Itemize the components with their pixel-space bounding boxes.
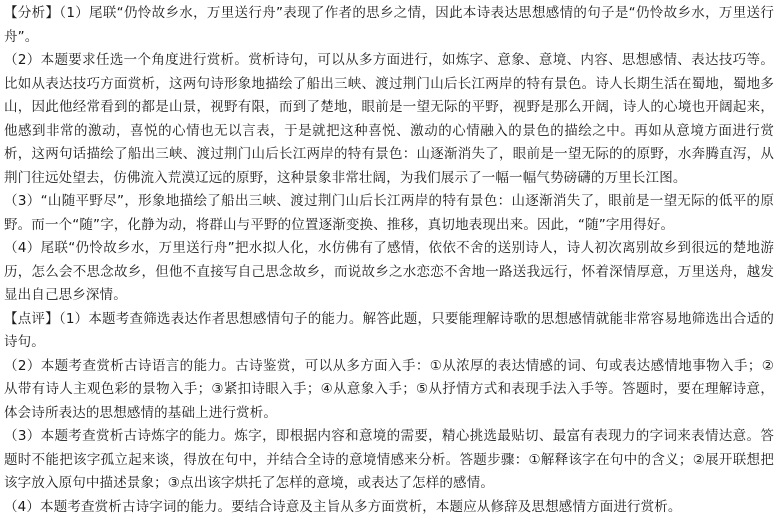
- analysis-paragraph-1: 【分析】（1）尾联“仍怜故乡水，万里送行舟”表现了作者的思乡之情，因此本诗表达思想感情的句子是“仍怜故乡水，万里送行舟”。: [4, 5, 774, 45]
- commentary-paragraph-1: 【点评】（1）本题考查筛选表达作者思想感情句子的能力。解答此题，只要能理解诗歌的思想感情就能非常容易地筛选出合适的诗句。: [4, 310, 774, 350]
- commentary-paragraph-2: （2）本题考查赏析古诗语言的能力。古诗鉴赏，可以从多方面入手：①从浓厚的表达情感的词、句或表达感情地事物入手；②从带有诗人主观色彩的景物入手；③紧扣诗眼入手；④从意象入手；⑤从抒情方式和表现手法入手等。答题时，要在理解诗意，体会诗所表达的思想感情的基础上进行赏析。: [4, 357, 774, 421]
- commentary-paragraph-3: （3）本题考查赏析古诗炼字的能力。炼字，即根据内容和意境的需要，精心挑选最贴切、最富有表现力的字词来表情达意。答题时不能把该字孤立起来谈，得放在句中，并结合全诗的意境情感来分析。答题步骤：①解释该字在句中的含义；②展开联想把该字放入原句中描述景象；③点出该字烘托了怎样的意境，或表达了怎样的感情。: [4, 428, 774, 491]
- commentary-paragraph-4: （4）本题考查赏析古诗字词的能力。要结合诗意及主旨从多方面赏析，本题应从修辞及思想感情方面进行赏析。: [4, 498, 682, 515]
- analysis-paragraph-2: （2）本题要求任选一个角度进行赏析。赏析诗句，可以从多方面进行，如炼字、意象、意境、内容、思想感情、表达技巧等。比如从表达技巧方面赏析，这两句诗形象地描绘了船出三峡、渡过荆门山后长江两岸的特有景色。诗人长期生活在蜀地，蜀地多山，因此他经常看到的都是山景，视野有限，而到了楚地，眼前是一望无际的平野，视野是那么开阔，诗人的心境也开阔起来，他感到非常的激动，喜悦的心情也无以言表，于是就把这种喜悦、激动的心情融入的景色的描绘之中。再如从意境方面进行赏析，这两句话描绘了船出三峡、渡过荆门山后长江两岸的特有景色：山逐渐消失了，眼前是一望无际的的原野，水奔腾直泻，从荆门往远处望去，仿佛流入荒漠辽远的原野，这种景象非常壮阔，为我们展示了一幅一幅气势磅礴的万里长江图。: [4, 52, 774, 186]
- analysis-paragraph-4: （4）尾联“仍怜故乡水，万里送行舟”把水拟人化，水仿佛有了感情，依依不舍的送别诗人，诗人初次离别故乡到很远的楚地游历，怎么会不思念故乡，但他不直接写自己思念故乡，而说故乡之水恋恋不舍地一路送我远行，怀着深情厚意，万里送舟，越发显出自己思乡深情。: [4, 240, 774, 303]
- analysis-paragraph-3: （3）“山随平野尽”，形象地描绘了船出三峡、渡过荆门山后长江两岸的特有景色：山逐渐消失了，眼前是一望无际的低平的原野。而一个“随”字，化静为动，将群山与平野的位置逐渐变换、推移，真切地表现出来。因此，“随”字用得好。: [4, 193, 774, 233]
